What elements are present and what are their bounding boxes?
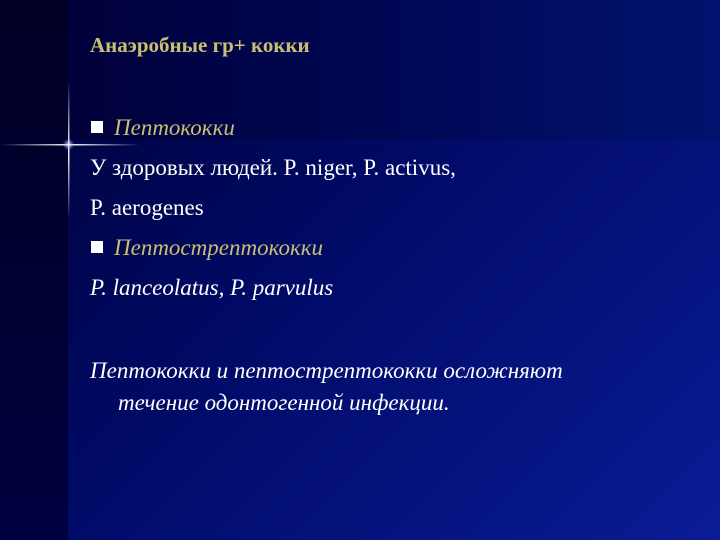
list-item — [90, 228, 690, 268]
slide-content — [90, 108, 690, 308]
list-item: P. aerogenes — [90, 195, 204, 220]
note-line: Пептококки и пептострептококки осложняют — [90, 358, 563, 383]
slide-note — [90, 355, 690, 419]
list-item: У здоровых людей. P. niger, P. activus, — [90, 155, 456, 180]
list-item-label: Пептострептококки — [114, 235, 323, 260]
square-bullet-icon — [91, 241, 103, 253]
slide-title: Анаэробные гр+ кокки — [90, 33, 310, 57]
list-item: P. lanceolatus, P. parvulus — [90, 275, 334, 300]
list-item-label: Пептококки — [114, 115, 235, 140]
square-bullet-icon — [91, 121, 103, 133]
list-item — [90, 108, 690, 148]
note-line: течение одонтогенной инфекции. — [118, 390, 450, 415]
